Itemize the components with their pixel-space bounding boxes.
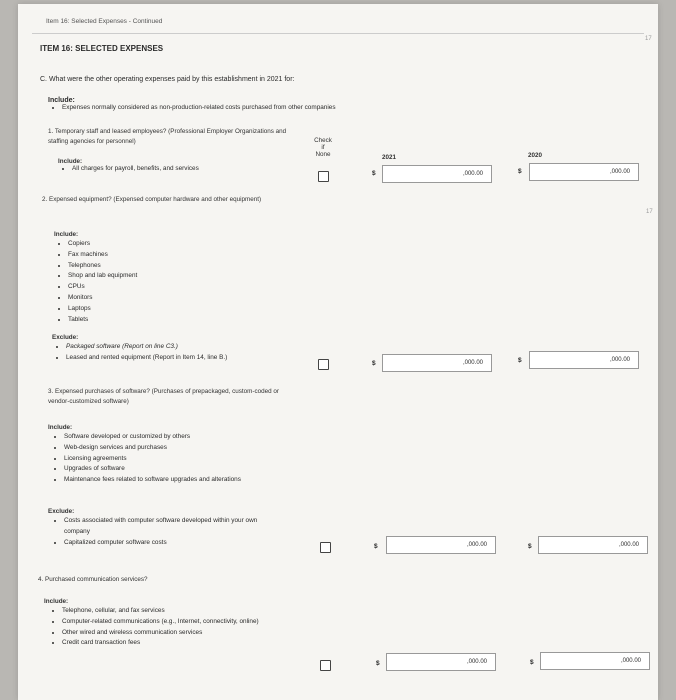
q1-2021-input[interactable] [383,166,457,180]
q1-none-checkbox[interactable] [318,171,329,182]
field-suffix: ,000.00 [462,360,483,366]
list-item: • Capitalized computer software costs [64,538,284,549]
list-item: • Computer-related communications (e.g., Internet, connectivity, online) [62,617,272,628]
q3-2020-input[interactable] [539,537,613,551]
currency-symbol: $ [518,357,522,364]
q3-title: 3. Expensed purchases of software? (Purchases of prepackaged, custom-coded or vendor-customized software) [48,388,280,405]
q2-exclude-list [54,342,227,364]
list-item: • Telephones [68,261,137,272]
q2-title: 2. Expensed equipment? (Expensed computer hardware and other equipment) [42,196,262,203]
field-suffix: ,000.00 [466,542,487,548]
field-suffix: ,000.00 [609,169,630,175]
q1-2021-field[interactable] [382,165,492,183]
margin-number: 17 [646,209,653,215]
exclude-label: Exclude: [52,334,79,341]
list-item: • Laptops [68,304,137,315]
q1-include-list [60,164,199,175]
list-item: • Shop and lab equipment [68,271,137,282]
check-label: Check [314,137,332,144]
header-divider [32,33,644,34]
q2-none-checkbox[interactable] [318,359,329,370]
include-label: Include: [58,158,83,165]
none-label: None [315,151,331,158]
check-if-none-header [312,137,334,158]
field-suffix: ,000.00 [618,542,639,548]
section-title: ITEM 16: SELECTED EXPENSES [40,44,164,53]
page-header: Item 16: Selected Expenses - Continued [46,18,163,25]
year-2021-header: 2021 [382,154,397,161]
list-item: • CPUs [68,282,137,293]
q3-none-checkbox[interactable] [320,542,331,553]
q3-2021-input[interactable] [387,537,461,551]
list-item: • Packaged software (Report on line C3.) [66,342,227,353]
question-c: C. What were the other operating expenses paid by this establishment in 2021 for: [40,76,295,83]
include-label: Include: [44,598,69,605]
currency-symbol: $ [372,360,376,367]
form-page [18,4,658,700]
q1-2020-input[interactable] [530,164,604,178]
margin-number: 17 [645,36,652,42]
q3-include-list [52,432,274,486]
include-label: Include: [54,231,79,238]
currency-symbol: $ [372,170,376,177]
list-item: • Telephone, cellular, and fax services [62,606,272,617]
q4-include-list [50,606,272,649]
field-suffix: ,000.00 [462,171,483,177]
list-item: • Expenses normally considered as non-production-related costs purchased from other companies [62,103,336,114]
list-item: • Costs associated with computer software developed within your own company [64,516,284,538]
q1-2020-field[interactable] [529,163,639,181]
field-suffix: ,000.00 [620,658,641,664]
currency-symbol: $ [376,660,380,667]
q2-2020-field[interactable] [529,351,639,369]
q2-2021-field[interactable] [382,354,492,372]
q4-2021-input[interactable] [387,654,461,668]
currency-symbol: $ [374,543,378,550]
list-item: • Monitors [68,293,137,304]
general-include-list [50,103,336,114]
currency-symbol: $ [518,168,522,175]
list-item: • Fax machines [68,250,137,261]
list-item: • Other wired and wireless communication services [62,628,272,639]
q3-2021-field[interactable] [386,536,496,554]
list-item: • Upgrades of software [64,464,274,475]
q4-2020-field[interactable] [540,652,650,670]
include-label: Include: [48,97,75,104]
exclude-label: Exclude: [48,508,75,515]
q2-2020-input[interactable] [530,352,604,366]
q2-2021-input[interactable] [383,355,457,369]
q4-2020-input[interactable] [541,653,615,667]
list-item: • Software developed or customized by others [64,432,274,443]
list-item: • Licensing agreements [64,454,274,465]
field-suffix: ,000.00 [609,357,630,363]
q2-include-list [56,239,137,325]
currency-symbol: $ [530,659,534,666]
list-item: • Tablets [68,315,137,326]
year-2020-header: 2020 [528,152,543,159]
field-suffix: ,000.00 [466,659,487,665]
list-item: • All charges for payroll, benefits, and services [72,164,199,175]
q4-2021-field[interactable] [386,653,496,671]
list-item: • Web-design services and purchases [64,443,274,454]
list-item: • Leased and rented equipment (Report in Item 14, line B.) [66,353,227,364]
q1-title: 1. Temporary staff and leased employees? (Professional Employer Organizations and staffing agencies for personnel) [48,128,287,145]
list-item: • Credit card transaction fees [62,638,272,649]
list-item: • Copiers [68,239,137,250]
q4-title: 4. Purchased communication services? [38,576,148,583]
if-label: if [321,144,325,151]
include-label: Include: [48,424,73,431]
q3-2020-field[interactable] [538,536,648,554]
list-item: • Maintenance fees related to software upgrades and alterations [64,475,274,486]
currency-symbol: $ [528,543,532,550]
q4-none-checkbox[interactable] [320,660,331,671]
q3-exclude-list [52,516,284,548]
